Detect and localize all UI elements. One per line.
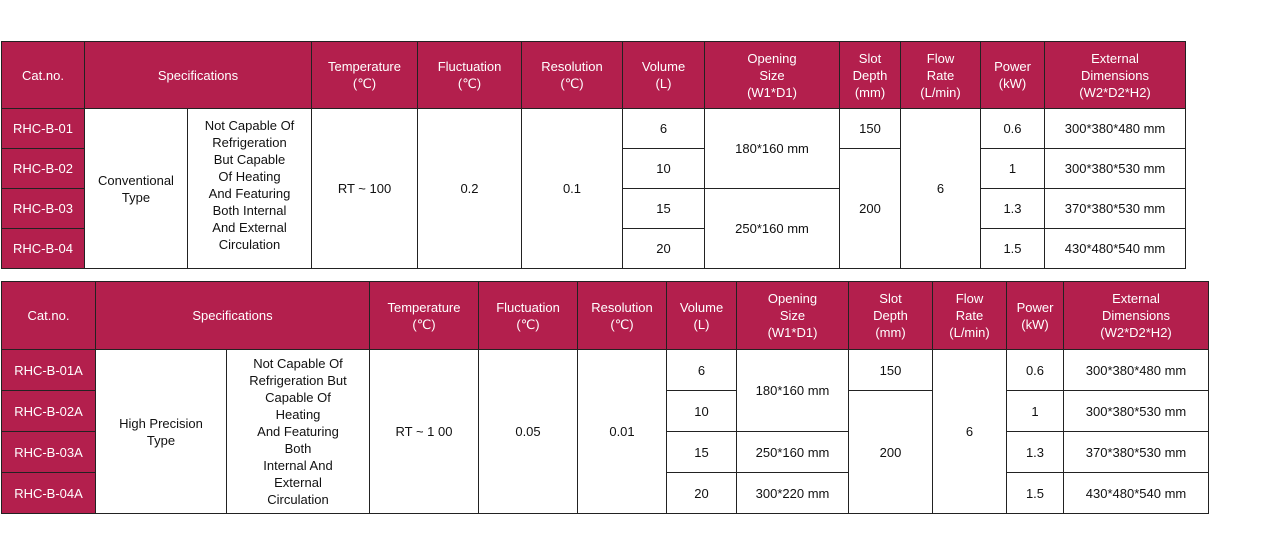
header-catno: Cat.no. [2, 42, 85, 109]
header-external-dimensions: External Dimensions (W2*D2*H2) [1045, 42, 1186, 109]
cat-no-cell: RHC-B-04 [2, 229, 85, 269]
volume-cell: 20 [667, 473, 737, 514]
header-fluctuation: Fluctuation (℃) [418, 42, 522, 109]
resolution-cell: 0.01 [578, 350, 667, 514]
volume-cell: 15 [667, 432, 737, 473]
external-dimensions-cell: 300*380*480 mm [1064, 350, 1209, 391]
table-row [2, 109, 1186, 149]
header-flow-rate: Flow Rate (L/min) [933, 282, 1007, 350]
opening-size-cell: 180*160 mm [705, 109, 840, 189]
temperature-cell: RT ~ 100 [312, 109, 418, 269]
temperature-cell: RT ~ 1 00 [370, 350, 479, 514]
header-fluctuation: Fluctuation (℃) [479, 282, 578, 350]
header-row [2, 42, 1186, 109]
power-cell: 0.6 [1007, 350, 1064, 391]
spec-table-conventional [1, 41, 1186, 269]
power-cell: 1.5 [981, 229, 1045, 269]
external-dimensions-cell: 370*380*530 mm [1045, 189, 1186, 229]
power-cell: 0.6 [981, 109, 1045, 149]
header-resolution: Resolution (℃) [522, 42, 623, 109]
volume-cell: 6 [667, 350, 737, 391]
slot-depth-cell: 200 [840, 149, 901, 269]
spec-description-cell: Not Capable Of Refrigeration But Capable Of Heating And Featuring Both Internal And External Circulation [227, 350, 370, 514]
header-opening-size: Opening Size (W1*D1) [705, 42, 840, 109]
flow-rate-cell: 6 [933, 350, 1007, 514]
header-power: Power (kW) [1007, 282, 1064, 350]
opening-size-cell: 250*160 mm [737, 432, 849, 473]
spec-type-cell: High Precision Type [96, 350, 227, 514]
header-row [2, 282, 1209, 350]
power-cell: 1.5 [1007, 473, 1064, 514]
header-specifications: Specifications [85, 42, 312, 109]
opening-size-cell: 250*160 mm [705, 189, 840, 269]
header-flow-rate: Flow Rate (L/min) [901, 42, 981, 109]
slot-depth-cell: 150 [840, 109, 901, 149]
volume-cell: 15 [623, 189, 705, 229]
cat-no-cell: RHC-B-03 [2, 189, 85, 229]
power-cell: 1 [1007, 391, 1064, 432]
slot-depth-cell: 150 [849, 350, 933, 391]
cat-no-cell: RHC-B-02A [2, 391, 96, 432]
cat-no-cell: RHC-B-03A [2, 432, 96, 473]
spec-description-cell: Not Capable Of Refrigeration But Capable Of Heating And Featuring Both Internal And External Circulation [188, 109, 312, 269]
fluctuation-cell: 0.05 [479, 350, 578, 514]
power-cell: 1 [981, 149, 1045, 189]
header-temperature: Temperature (℃) [312, 42, 418, 109]
cat-no-cell: RHC-B-02 [2, 149, 85, 189]
header-power: Power (kW) [981, 42, 1045, 109]
volume-cell: 10 [667, 391, 737, 432]
external-dimensions-cell: 370*380*530 mm [1064, 432, 1209, 473]
opening-size-cell: 180*160 mm [737, 350, 849, 432]
volume-cell: 6 [623, 109, 705, 149]
resolution-cell: 0.1 [522, 109, 623, 269]
cat-no-cell: RHC-B-01 [2, 109, 85, 149]
external-dimensions-cell: 430*480*540 mm [1045, 229, 1186, 269]
external-dimensions-cell: 430*480*540 mm [1064, 473, 1209, 514]
spec-table-high-precision [1, 281, 1209, 514]
external-dimensions-cell: 300*380*530 mm [1045, 149, 1186, 189]
external-dimensions-cell: 300*380*530 mm [1064, 391, 1209, 432]
opening-size-cell: 300*220 mm [737, 473, 849, 514]
header-external-dimensions: External Dimensions (W2*D2*H2) [1064, 282, 1209, 350]
header-slot-depth: Slot Depth (mm) [840, 42, 901, 109]
slot-depth-cell: 200 [849, 391, 933, 514]
header-volume: Volume (L) [667, 282, 737, 350]
volume-cell: 20 [623, 229, 705, 269]
header-catno: Cat.no. [2, 282, 96, 350]
flow-rate-cell: 6 [901, 109, 981, 269]
header-volume: Volume (L) [623, 42, 705, 109]
header-specifications: Specifications [96, 282, 370, 350]
volume-cell: 10 [623, 149, 705, 189]
fluctuation-cell: 0.2 [418, 109, 522, 269]
cat-no-cell: RHC-B-01A [2, 350, 96, 391]
power-cell: 1.3 [981, 189, 1045, 229]
table-row [2, 350, 1209, 391]
header-opening-size: Opening Size (W1*D1) [737, 282, 849, 350]
power-cell: 1.3 [1007, 432, 1064, 473]
cat-no-cell: RHC-B-04A [2, 473, 96, 514]
spec-type-cell: Conventional Type [85, 109, 188, 269]
header-slot-depth: Slot Depth (mm) [849, 282, 933, 350]
external-dimensions-cell: 300*380*480 mm [1045, 109, 1186, 149]
header-temperature: Temperature (℃) [370, 282, 479, 350]
header-resolution: Resolution (℃) [578, 282, 667, 350]
